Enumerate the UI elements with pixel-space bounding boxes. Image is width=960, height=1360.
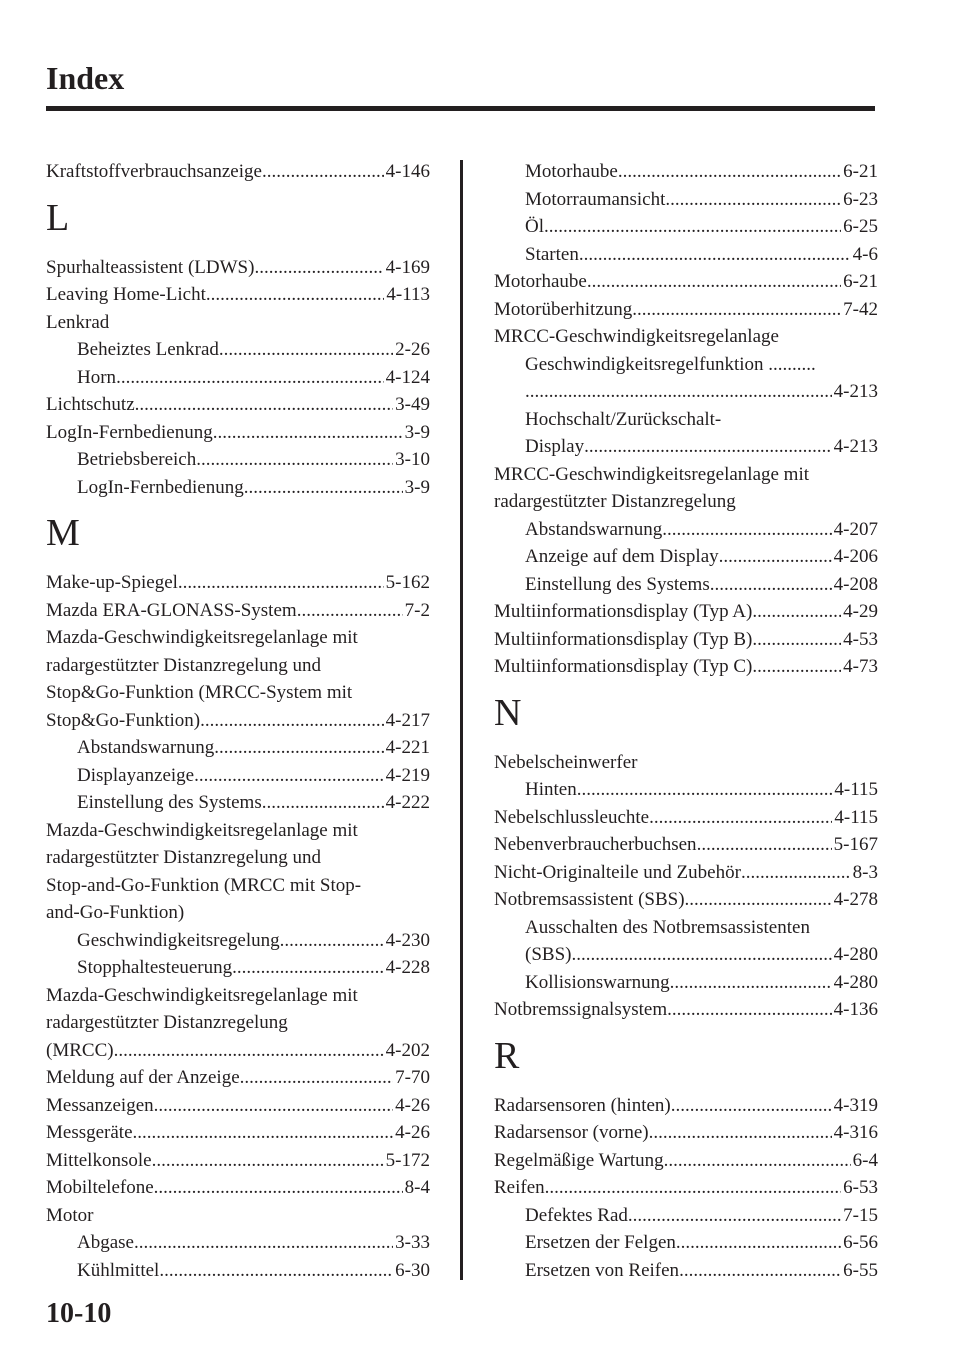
dot-leader [679, 1257, 841, 1285]
entry-page-ref: 6-56 [843, 1232, 878, 1253]
dot-leader [577, 776, 833, 804]
dot-leader [584, 433, 832, 461]
dot-leader [587, 268, 841, 296]
index-entry [494, 996, 878, 1024]
entry-label: Displayanzeige [77, 764, 195, 786]
dot-leader [280, 927, 384, 955]
entry-page-ref: 4-115 [834, 779, 878, 800]
dot-leader [200, 707, 384, 735]
index-heading-line: radargestützter Distanzregelung und [46, 654, 322, 676]
dot-leader [667, 996, 832, 1024]
index-column-right [494, 158, 878, 1284]
dot-leader [544, 213, 841, 241]
index-subentry [46, 1229, 430, 1257]
entry-page-ref: 4-221 [385, 737, 430, 758]
entry-label: Radarsensor (vorne) [494, 1122, 649, 1143]
dot-leader [213, 419, 403, 447]
index-entry [494, 626, 878, 654]
entry-page-ref: 4-53 [843, 628, 878, 650]
entry-label: Motorhaube [494, 271, 587, 292]
entry-page-ref: 4-217 [385, 709, 430, 731]
entry-label: Ersetzen von Reifen [525, 1259, 680, 1281]
entry-label: Radarsensoren (hinten) [494, 1094, 671, 1116]
index-entry [494, 1147, 878, 1175]
dot-leader [632, 296, 841, 324]
index-subentry [46, 734, 430, 762]
dot-leader [297, 597, 403, 625]
index-subentry [46, 954, 430, 982]
entry-page-ref: 8-4 [404, 1177, 430, 1198]
entry-page-ref: 7-2 [404, 599, 430, 621]
index-heading-line: MRCC-Geschwindigkeitsregelanlage [494, 326, 779, 347]
entry-page-ref: 3-33 [395, 1232, 430, 1253]
entry-label: Stop&Go-Funktion) [46, 709, 201, 731]
index-subentry [494, 776, 878, 804]
dot-leader [525, 378, 832, 406]
entry-page-ref: 7-15 [843, 1204, 878, 1226]
dot-leader [697, 831, 832, 859]
index-entry [494, 268, 878, 296]
entry-label: Mittelkonsole [46, 1149, 152, 1171]
index-subentry [494, 1202, 878, 1230]
index-subentry [494, 186, 878, 214]
page-number: 10-10 [46, 1298, 112, 1329]
entry-label: Abgase [77, 1232, 134, 1253]
entry-page-ref: 3-9 [404, 421, 430, 443]
dot-leader [134, 1229, 393, 1257]
entry-label: Hinten [525, 779, 577, 800]
entry-label: LogIn-Fernbedienung [77, 476, 244, 498]
index-entry [494, 1119, 878, 1147]
dot-leader [752, 653, 841, 681]
dot-leader [116, 364, 384, 392]
section-letter: R [494, 1034, 520, 1077]
entry-page-ref: 5-167 [833, 834, 878, 855]
entry-page-ref: 5-172 [385, 1149, 430, 1171]
index-entry [46, 1174, 430, 1202]
dot-leader [262, 789, 384, 817]
dot-leader [662, 516, 831, 544]
entry-page-ref: 4-222 [385, 792, 430, 813]
entry-page-ref: 4-228 [385, 957, 430, 978]
index-entry [46, 1037, 430, 1065]
entry-page-ref: 4-280 [833, 944, 878, 965]
index-entry [46, 1092, 430, 1120]
dot-leader [618, 158, 841, 186]
dot-leader [752, 598, 841, 626]
entry-label: Horn [77, 366, 117, 388]
entry-label: Leaving Home-Licht [46, 284, 206, 305]
entry-label: Beheiztes Lenkrad [77, 339, 219, 360]
entry-page-ref: 4-29 [843, 601, 878, 622]
entry-label: Display [525, 436, 585, 457]
index-entry [46, 158, 430, 186]
index-entry [494, 1092, 878, 1120]
entry-label: Starten [525, 243, 579, 265]
index-entry [494, 886, 878, 914]
entry-label: Regelmäßige Wartung [494, 1149, 664, 1171]
index-heading-line: Geschwindigkeitsregelfunktion .......... [525, 353, 816, 375]
entry-label: Öl [525, 216, 544, 237]
index-heading-line: Stop&Go-Funktion (MRCC-System mit [46, 682, 353, 703]
index-heading-line: Nebelscheinwerfer [494, 751, 638, 773]
entry-label: Kühlmittel [77, 1259, 160, 1281]
header-rule [46, 106, 875, 111]
entry-page-ref: 4-26 [395, 1094, 430, 1116]
index-heading-line: MRCC-Geschwindigkeitsregelanlage mit [494, 463, 810, 485]
entry-label: Betriebsbereich [77, 449, 197, 470]
index-subentry [46, 1257, 430, 1285]
dot-leader [206, 281, 385, 309]
dot-leader [665, 186, 841, 214]
entry-label: Motorhaube [525, 161, 618, 182]
dot-leader [254, 254, 383, 282]
entry-label: Mazda ERA-GLONASS-System [46, 599, 297, 621]
index-entry [494, 653, 878, 681]
entry-page-ref: 4-280 [833, 971, 878, 993]
dot-leader [133, 1119, 394, 1147]
entry-label: Defektes Rad [525, 1204, 628, 1226]
index-subentry [494, 213, 878, 241]
index-heading-line: Stop-and-Go-Funktion (MRCC mit Stop- [46, 874, 362, 896]
entry-label: Nebenverbraucherbuchsen [494, 834, 697, 855]
index-entry [494, 1174, 878, 1202]
entry-label: Einstellung des Systems [77, 792, 262, 813]
entry-page-ref: 4-316 [833, 1122, 878, 1143]
index-heading-line: Motor [46, 1204, 94, 1226]
entry-page-ref: 4-146 [385, 161, 430, 182]
index-subentry [494, 516, 878, 544]
index-entry [494, 859, 878, 887]
index-heading-line: Mazda-Geschwindigkeitsregelanlage mit [46, 627, 358, 648]
entry-label: Messgeräte [46, 1122, 133, 1143]
index-subentry [494, 378, 878, 406]
index-entry [494, 831, 878, 859]
entry-page-ref: 6-4 [852, 1149, 878, 1171]
dot-leader [649, 804, 832, 832]
dot-leader [664, 1147, 851, 1175]
dot-leader [214, 734, 383, 762]
entry-page-ref: 4-73 [843, 656, 878, 677]
entry-label: Mobiltelefone [46, 1177, 154, 1198]
index-entry [494, 296, 878, 324]
entry-label: Multiinformationsdisplay (Typ A) [494, 601, 753, 622]
entry-label: Motorraumansicht [525, 188, 666, 210]
index-entry [46, 254, 430, 282]
page-title: Index [46, 60, 125, 96]
entry-page-ref: 4-213 [833, 381, 878, 402]
entry-page-ref: 5-162 [385, 572, 430, 593]
section-letter: N [494, 691, 522, 734]
index-heading-line: Hochschalt/Zurückschalt- [525, 408, 722, 430]
entry-label: Ersetzen der Felgen [525, 1232, 676, 1253]
index-entry [494, 598, 878, 626]
index-entry [46, 391, 430, 419]
index-subentry [494, 969, 878, 997]
entry-page-ref: 3-10 [395, 449, 430, 470]
index-entry [46, 281, 430, 309]
index-heading-line: radargestützter Distanzregelung und [46, 847, 322, 868]
section-letter: M [46, 512, 80, 554]
index-heading-line: Lenkrad [46, 311, 110, 333]
index-subentry [46, 762, 430, 790]
dot-leader [154, 1092, 394, 1120]
dot-leader [244, 474, 403, 502]
entry-label: Spurhalteassistent (LDWS) [46, 256, 255, 278]
entry-page-ref: 4-230 [385, 929, 430, 951]
index-entry [46, 1119, 430, 1147]
entry-page-ref: 4-206 [833, 546, 878, 567]
dot-leader [114, 1037, 384, 1065]
index-subentry [494, 941, 878, 969]
entry-label: Abstandswarnung [525, 518, 663, 540]
index-subentry [494, 158, 878, 186]
dot-leader [232, 954, 384, 982]
entry-label: Reifen [494, 1177, 545, 1198]
dot-leader [752, 626, 841, 654]
entry-label: Lichtschutz [46, 394, 135, 415]
index-entry [46, 707, 430, 735]
entry-page-ref: 4-278 [833, 889, 878, 910]
index-entry [46, 569, 430, 597]
dot-leader [545, 1174, 842, 1202]
index-subentry [494, 1257, 878, 1285]
dot-leader [152, 1147, 384, 1175]
index-subentry [46, 446, 430, 474]
entry-label: Kollisionswarnung [525, 971, 670, 993]
entry-label: Nicht-Originalteile und Zubehör [494, 861, 741, 883]
entry-page-ref: 4-115 [834, 806, 878, 828]
column-divider [460, 160, 463, 1280]
dot-leader [262, 158, 384, 186]
index-column-left [46, 158, 430, 1284]
entry-page-ref: 7-42 [843, 298, 878, 320]
index-heading-line: Ausschalten des Notbremsassistenten [525, 916, 810, 938]
entry-page-ref: 4-136 [833, 999, 878, 1020]
entry-page-ref: 4-208 [833, 573, 878, 595]
dot-leader [154, 1174, 403, 1202]
index-subentry [46, 336, 430, 364]
entry-page-ref: 3-9 [404, 476, 430, 498]
entry-page-ref: 4-6 [852, 243, 878, 265]
dot-leader [710, 571, 832, 599]
dot-leader [159, 1257, 393, 1285]
entry-page-ref: 8-3 [852, 861, 878, 883]
dot-leader [671, 1092, 832, 1120]
dot-leader [579, 241, 851, 269]
entry-page-ref: 4-124 [385, 366, 430, 388]
index-heading-line: Mazda-Geschwindigkeitsregelanlage mit [46, 819, 358, 841]
dot-leader [571, 941, 831, 969]
index-heading-line: radargestützter Distanzregelung [46, 1012, 288, 1033]
index-subentry [494, 543, 878, 571]
index-subentry [46, 474, 430, 502]
index-entry [46, 1064, 430, 1092]
dot-leader [194, 762, 384, 790]
index-subentry [46, 364, 430, 392]
entry-page-ref: 6-30 [395, 1259, 430, 1281]
entry-page-ref: 4-207 [833, 518, 878, 540]
entry-page-ref: 6-21 [843, 271, 878, 292]
entry-page-ref: 7-70 [395, 1067, 430, 1088]
entry-label: Notbremsassistent (SBS) [494, 889, 685, 910]
dot-leader [135, 391, 394, 419]
entry-label: Multiinformationsdisplay (Typ B) [494, 628, 753, 650]
entry-page-ref: 6-25 [843, 216, 878, 237]
entry-label: (SBS) [525, 944, 572, 965]
entry-page-ref: 4-202 [385, 1039, 430, 1061]
index-entry [46, 1147, 430, 1175]
entry-page-ref: 4-319 [833, 1094, 878, 1116]
entry-page-ref: 4-26 [395, 1122, 430, 1143]
entry-label: Motorüberhitzung [494, 298, 633, 320]
index-subentry [46, 927, 430, 955]
entry-label: Meldung auf der Anzeige [46, 1067, 240, 1088]
index-subentry [494, 241, 878, 269]
entry-label: Notbremssignalsystem [494, 999, 668, 1020]
dot-leader [240, 1064, 394, 1092]
entry-label: Multiinformationsdisplay (Typ C) [494, 656, 753, 677]
dot-leader [676, 1229, 841, 1257]
entry-page-ref: 2-26 [395, 339, 430, 360]
dot-leader [178, 569, 384, 597]
dot-leader [741, 859, 851, 887]
entry-page-ref: 4-169 [385, 256, 430, 278]
dot-leader [628, 1202, 841, 1230]
entry-label: Anzeige auf dem Display [525, 546, 719, 567]
entry-label: Abstandswarnung [77, 737, 215, 758]
dot-leader [649, 1119, 832, 1147]
dot-leader [196, 446, 393, 474]
index-heading-line: Mazda-Geschwindigkeitsregelanlage mit [46, 984, 358, 1006]
entry-page-ref: 6-55 [843, 1259, 878, 1281]
dot-leader [219, 336, 393, 364]
entry-page-ref: 3-49 [395, 394, 430, 415]
index-subentry [494, 433, 878, 461]
index-subentry [46, 789, 430, 817]
entry-page-ref: 4-213 [833, 436, 878, 457]
entry-page-ref: 6-53 [843, 1177, 878, 1198]
dot-leader [719, 543, 832, 571]
entry-label: Messanzeigen [46, 1094, 154, 1116]
index-subentry [494, 571, 878, 599]
entry-label: Kraftstoffverbrauchsanzeige [46, 161, 262, 182]
index-subentry [494, 1229, 878, 1257]
section-letter: L [46, 196, 70, 239]
entry-page-ref: 6-23 [843, 188, 878, 210]
entry-label: (MRCC) [46, 1039, 114, 1061]
entry-label: Geschwindigkeitsregelung [77, 929, 280, 951]
dot-leader [685, 886, 832, 914]
entry-label: Nebelschlussleuchte [494, 806, 650, 828]
entry-label: LogIn-Fernbedienung [46, 421, 213, 443]
index-heading-line: radargestützter Distanzregelung [494, 491, 736, 512]
index-entry [46, 419, 430, 447]
dot-leader [670, 969, 832, 997]
entry-label: Einstellung des Systems [525, 573, 710, 595]
entry-page-ref: 4-113 [386, 284, 430, 305]
entry-label: Make-up-Spiegel [46, 572, 178, 593]
entry-page-ref: 4-219 [385, 764, 430, 786]
entry-page-ref: 6-21 [843, 161, 878, 182]
index-heading-line: and-Go-Funktion) [46, 902, 185, 923]
index-entry [46, 597, 430, 625]
entry-label: Stopphaltesteuerung [77, 957, 233, 978]
index-entry [494, 804, 878, 832]
